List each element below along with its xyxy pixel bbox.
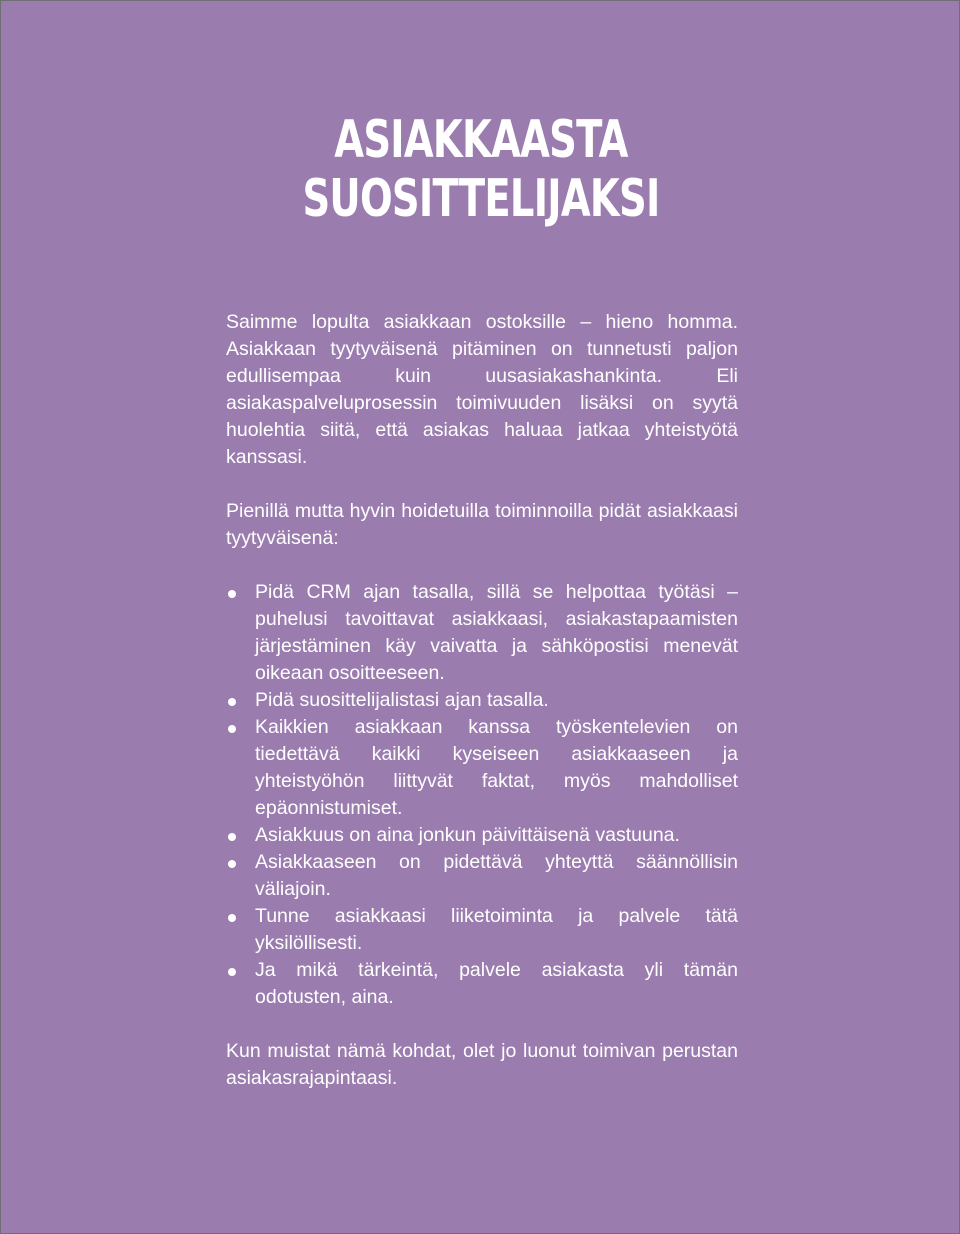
list-item xyxy=(226,687,738,714)
bullet-icon xyxy=(228,725,236,733)
intro-paragraph: Saimme lopulta asiakkaan ostoksille – hieno homma. Asiakkaan tyytyväisenä pitäminen on tunnetusti paljon edullisempaa kuin uusasiakashankinta. Eli asiakaspalveluprosessin toimivuuden lisäksi on syytä huolehtia siitä, että asiakas haluaa jatkaa yhteistyötä kanssasi. xyxy=(226,311,738,468)
list-item-text: Asiakkuus on aina jonkun päivittäisenä vastuuna. xyxy=(255,824,680,846)
closing-paragraph: Kun muistat nämä kohdat, olet jo luonut toimivan perustan asiakasrajapintaasi. xyxy=(226,1040,738,1089)
list-item-text: Pidä suosittelijalistasi ajan tasalla. xyxy=(255,689,549,711)
list-item-text: Tunne asiakkaasi liiketoiminta ja palvele tätä yksilöllisesti. xyxy=(255,905,738,954)
bullet-icon xyxy=(228,914,236,922)
bullet-list xyxy=(226,579,738,1011)
bullet-icon xyxy=(228,860,236,868)
list-item-text: Pidä CRM ajan tasalla, sillä se helpottaa työtäsi – puhelusi tavoittavat asiakkaasi, asiakastapaamisten järjestäminen käy vaivatta ja sähköpostisi menevät oikeaan osoitteeseen. xyxy=(255,581,738,684)
list-item xyxy=(226,822,738,849)
list-item-text: Kaikkien asiakkaan kanssa työskentelevien on tiedettävä kaikki kyseiseen asiakkaaseen ja yhteistyöhön liittyvät faktat, myös mahdolliset epäonnistumiset. xyxy=(255,716,738,819)
bullet-icon xyxy=(228,698,236,706)
bullet-icon xyxy=(228,968,236,976)
list-item-text: Asiakkaaseen on pidettävä yhteyttä säännöllisin väliajoin. xyxy=(255,851,738,900)
list-item xyxy=(226,957,738,1011)
list-item-text: Ja mikä tärkeintä, palvele asiakasta yli tämän odotusten, aina. xyxy=(255,959,738,1008)
list-item xyxy=(226,903,738,957)
list-item xyxy=(226,579,738,687)
lead-paragraph: Pienillä mutta hyvin hoidetuilla toiminnoilla pidät asiakkaasi tyytyväisenä: xyxy=(226,500,738,549)
body-text xyxy=(226,309,738,1092)
list-item xyxy=(226,849,738,903)
page-title xyxy=(126,111,836,229)
list-item xyxy=(226,714,738,822)
bullet-icon xyxy=(228,590,236,598)
title-line-1: ASIAKKAASTA xyxy=(334,110,628,170)
bullet-icon xyxy=(228,833,236,841)
title-line-2: SUOSITTELIJAKSI xyxy=(302,169,660,229)
